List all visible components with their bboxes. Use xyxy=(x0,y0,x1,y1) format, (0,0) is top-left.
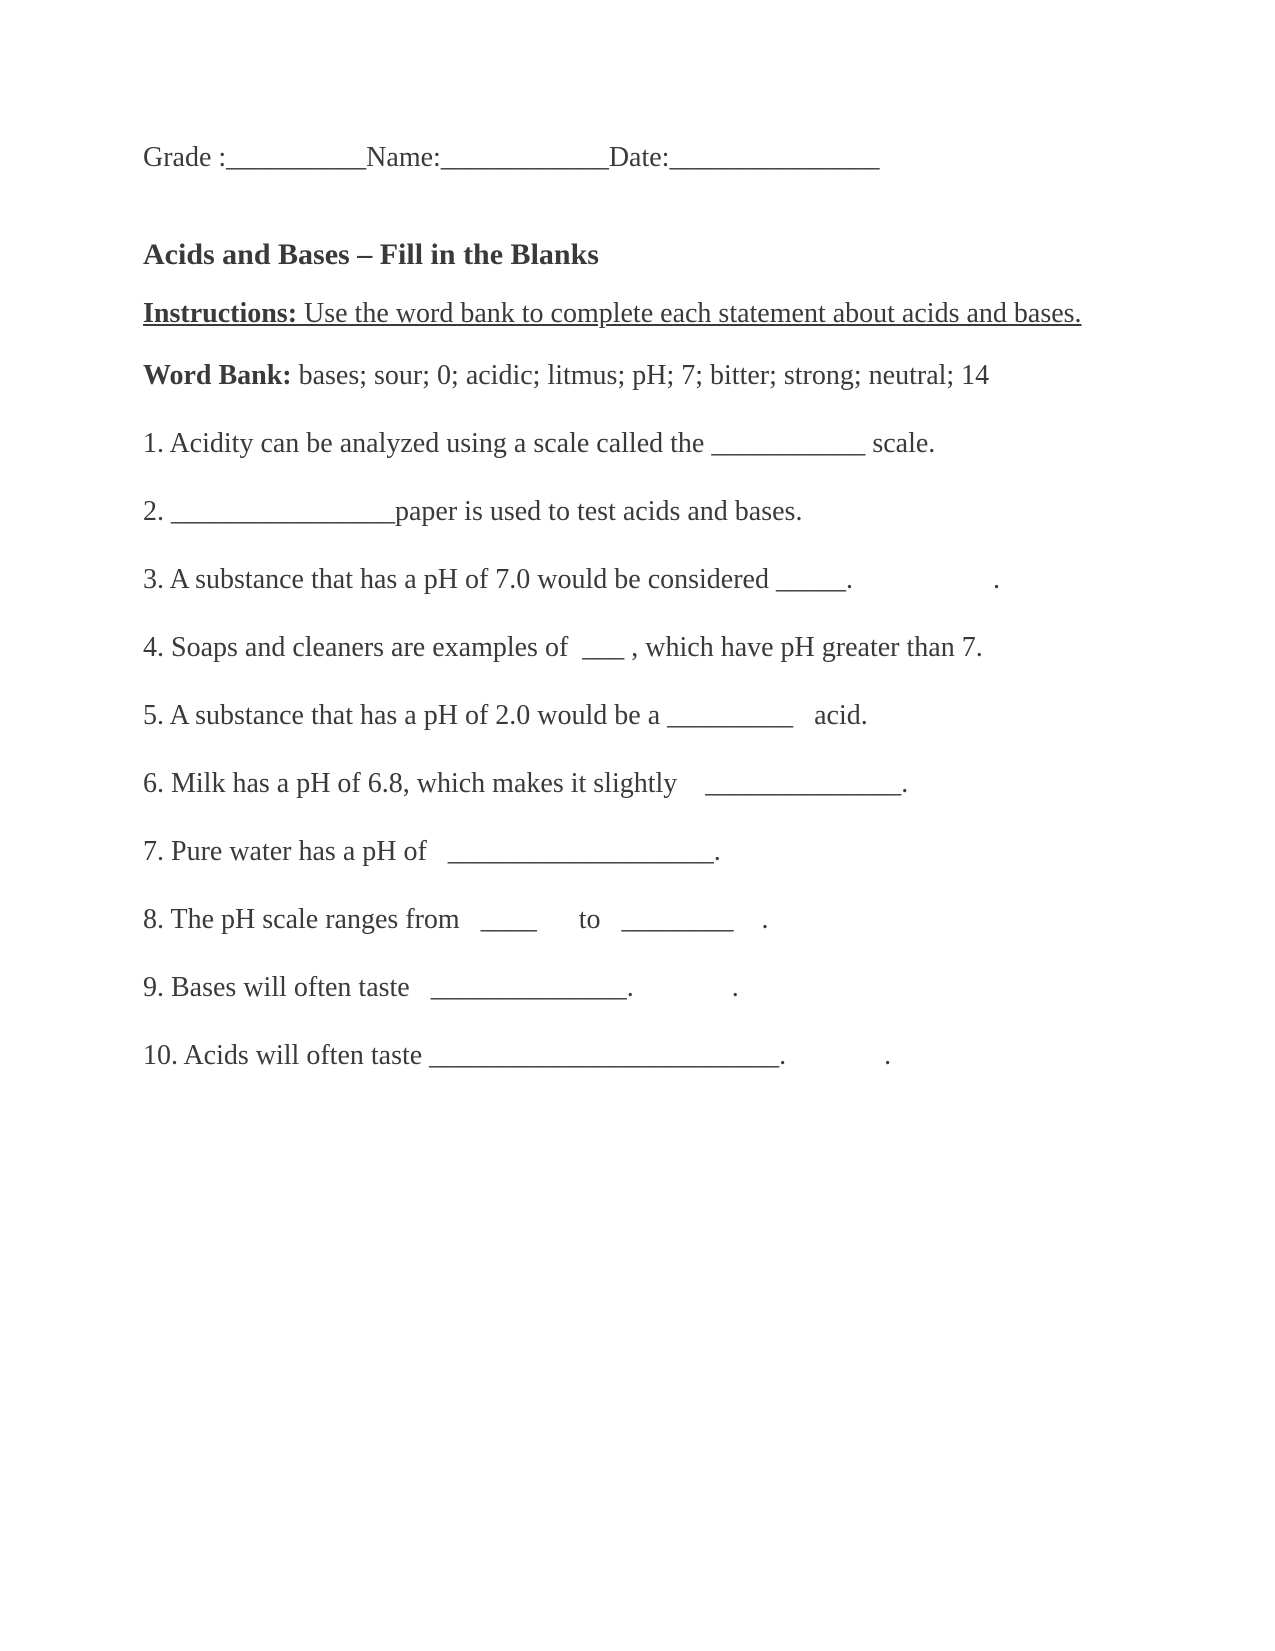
question-9: 9. Bases will often taste ______________. . xyxy=(143,972,739,1003)
instructions-label: Instructions: xyxy=(143,298,298,329)
question-5: 5. A substance that has a pH of 2.0 would be a _________ acid. xyxy=(143,700,868,731)
question-10: 10. Acids will often taste _________________________. . xyxy=(143,1040,892,1071)
question-7: 7. Pure water has a pH of ___________________. xyxy=(143,836,721,867)
question-8: 8. The pH scale ranges from ____ to ________ . xyxy=(143,904,769,935)
word-bank-line xyxy=(143,358,1153,394)
question-6: 6. Milk has a pH of 6.8, which makes it slightly ______________. xyxy=(143,768,909,799)
question-3: 3. A substance that has a pH of 7.0 would be considered _____. . xyxy=(143,564,1000,595)
header-grade-name-date: Grade :__________Name:____________Date:_______________ xyxy=(143,142,880,173)
instructions-text: Use the word bank to complete each statement about acids and bases. xyxy=(297,298,1082,329)
question-4: 4. Soaps and cleaners are examples of ___ , which have pH greater than 7. xyxy=(143,632,983,663)
worksheet-title: Acids and Bases – Fill in the Blanks xyxy=(143,238,599,271)
question-1: 1. Acidity can be analyzed using a scale called the ___________ scale. xyxy=(143,428,936,459)
word-bank-label: Word Bank: xyxy=(143,360,292,391)
word-bank-text: bases; sour; 0; acidic; litmus; pH; 7; bitter; strong; neutral; 14 xyxy=(291,360,990,391)
question-2: 2. ________________paper is used to test acids and bases. xyxy=(143,496,803,527)
instructions-line xyxy=(143,296,1133,332)
